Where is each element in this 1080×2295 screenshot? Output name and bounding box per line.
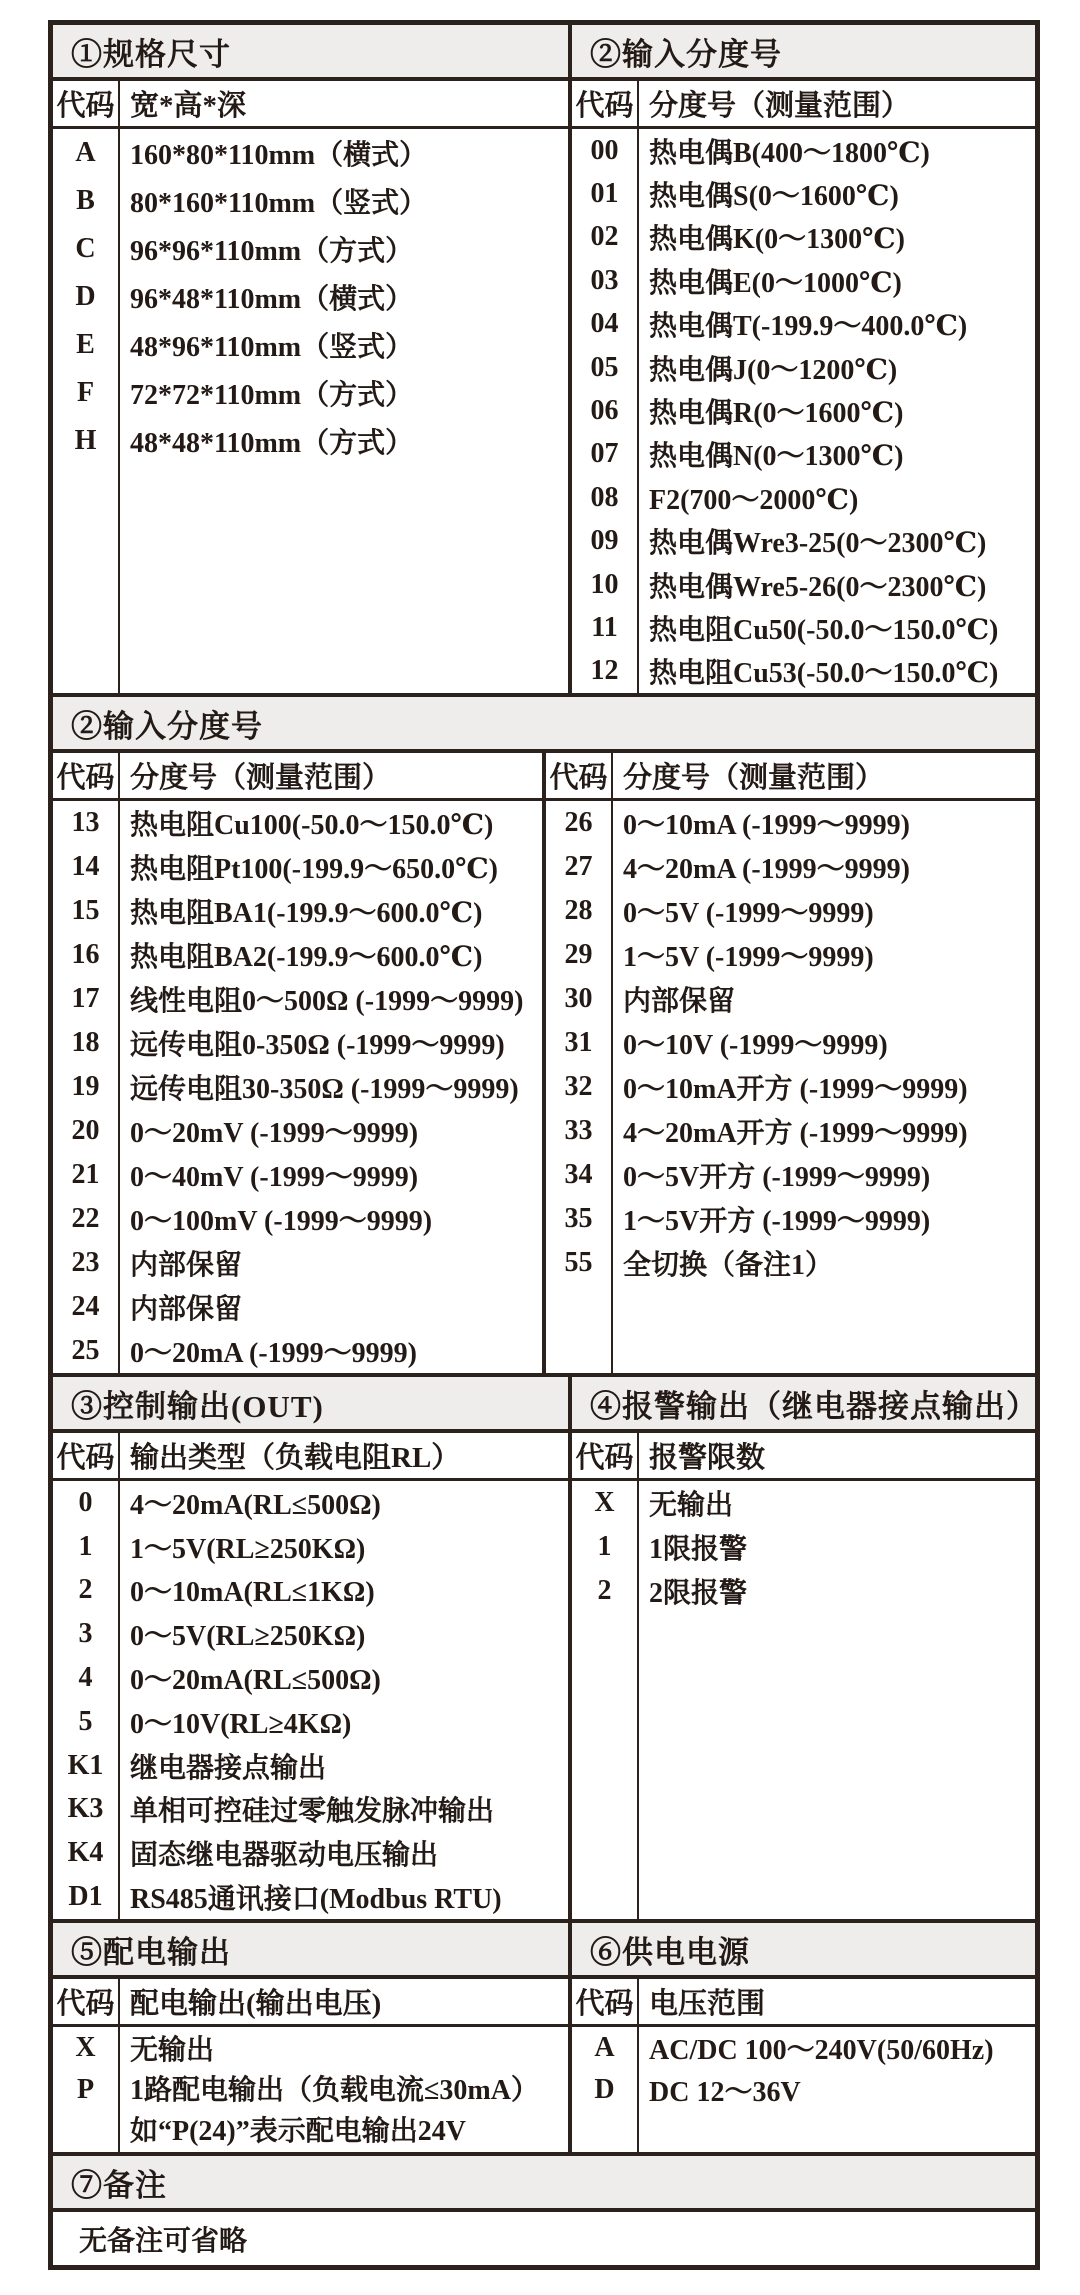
control-column-header (53, 1433, 568, 1481)
table-row (572, 2027, 1035, 2069)
table-row (53, 2069, 568, 2152)
band-spec-and-input (53, 25, 1035, 697)
row-code-cell: 1 (78, 1530, 93, 1562)
input-b-left-column-header (53, 753, 542, 801)
row-desc-cell: 热电阻Cu53(-50.0～150.0℃) (649, 658, 999, 690)
section-supply-title: ⑥供电电源 (590, 1934, 750, 1970)
table-row (53, 1656, 568, 1700)
table-row (53, 889, 542, 933)
table-row (572, 1569, 1035, 1613)
row-desc-cell: 内部保留 (130, 1294, 243, 1325)
row-code-cell: 03 (590, 264, 619, 296)
section-note-title: ⑦备注 (71, 2167, 167, 2203)
row-desc-cell: 热电偶T(-199.9～400.0℃) (649, 311, 968, 343)
control-rows (53, 1481, 568, 1919)
row-code-cell: 29 (564, 939, 593, 970)
section-supply-header (572, 1923, 1035, 1979)
column-divider (637, 1979, 639, 2152)
table-row (53, 1241, 542, 1285)
input-b-left (53, 753, 546, 1373)
table-row (546, 933, 1035, 977)
row-code-cell: 4 (78, 1662, 93, 1694)
row-desc-cell: 远传电阻30-350Ω (-1999～9999) (130, 1074, 519, 1105)
row-code-cell: K4 (67, 1837, 104, 1869)
spec-rows (53, 129, 568, 693)
row-desc-cell: 单相可控硅过零触发脉冲输出 (130, 1796, 495, 1828)
row-code-cell: 05 (590, 351, 619, 383)
table-row (572, 216, 1035, 259)
row-code-cell: X (75, 2032, 96, 2063)
table-row (572, 433, 1035, 476)
supply-column-header (572, 1979, 1035, 2027)
band-powerdist-and-supply (53, 1923, 1035, 2156)
table-row (53, 1700, 568, 1744)
row-code-cell: X (594, 1487, 615, 1518)
table-row (572, 1525, 1035, 1569)
table-row (546, 1065, 1035, 1109)
section-control-body (53, 1433, 568, 1919)
row-code-cell: 25 (71, 1335, 100, 1366)
row-desc-line2: 如“P(24)”表示配电输出24V (130, 2115, 466, 2147)
row-desc-cell: 0～100mV (-1999～9999) (130, 1206, 433, 1237)
input-a-rows (572, 129, 1035, 693)
row-code-cell: 17 (71, 983, 100, 1014)
table-row (53, 321, 568, 369)
row-desc-cell: 0～10V (-1999～9999) (623, 1030, 888, 1061)
table-row (572, 520, 1035, 563)
table-row (546, 1241, 1035, 1285)
row-desc-cell: 内部保留 (623, 986, 736, 1017)
table-row (572, 1481, 1035, 1525)
table-row (53, 273, 568, 321)
alarm-column-header (572, 1433, 1035, 1481)
row-code-cell: 12 (590, 655, 619, 687)
column-divider (118, 1979, 120, 2152)
row-code-cell: D (594, 2074, 615, 2105)
section-note-header (53, 2156, 1035, 2212)
table-row (53, 2027, 568, 2069)
row-desc-cell: 热电偶Wre3-25(0～2300℃) (649, 528, 987, 560)
row-desc-cell: 热电偶Wre5-26(0～2300℃) (649, 571, 987, 603)
section-input-b-title: ②输入分度号 (71, 708, 263, 744)
col-header-code: 代码 (56, 1442, 115, 1474)
table-row (546, 1153, 1035, 1197)
row-code-cell: 1 (597, 1531, 612, 1562)
section-input-b-body (53, 753, 1035, 1373)
table-row (572, 129, 1035, 172)
row-code-cell: 33 (564, 1115, 593, 1146)
row-desc-cell: 1～5V(RL≥250KΩ) (130, 1533, 366, 1565)
section-spec-body (53, 81, 568, 693)
table-row (53, 1831, 568, 1875)
table-row (53, 1153, 542, 1197)
row-desc-cell: 热电偶B(400～1800℃) (649, 137, 930, 169)
table-row (53, 129, 568, 177)
table-row (546, 889, 1035, 933)
table-row (572, 563, 1035, 606)
row-code-cell: K3 (67, 1793, 104, 1825)
row-code-cell: K1 (67, 1749, 104, 1781)
table-row (53, 225, 568, 273)
table-row (53, 977, 542, 1021)
section-input-a (572, 25, 1035, 693)
column-divider (637, 81, 639, 693)
table-row (53, 1329, 542, 1373)
row-code-cell: 11 (591, 611, 618, 643)
table-row (546, 1109, 1035, 1153)
row-code-cell: 21 (71, 1159, 100, 1190)
row-code-cell: 15 (71, 895, 100, 926)
row-code-cell: 02 (590, 221, 619, 253)
section-supply (572, 1923, 1035, 2152)
row-code-cell: 14 (71, 851, 100, 882)
band-control-and-alarm (53, 1377, 1038, 1923)
row-code-cell: 10 (590, 568, 619, 600)
section-power-dist-header (53, 1923, 568, 1979)
section-power-dist-title: ⑤配电输出 (71, 1934, 231, 1970)
row-desc-cell: 热电阻Cu50(-50.0～150.0℃) (649, 614, 999, 646)
table-row (53, 1744, 568, 1788)
row-code-cell: 22 (71, 1203, 100, 1234)
table-row (572, 2069, 1035, 2111)
section-power-dist-body (53, 1979, 568, 2152)
row-desc-cell: 线性电阻0～500Ω (-1999～9999) (130, 986, 524, 1017)
col-header-desc: 配电输出(输出电压) (130, 1988, 382, 2020)
row-desc-cell: 4～20mA开方 (-1999～9999) (623, 1118, 968, 1149)
column-divider (118, 81, 120, 693)
col-header-code: 代码 (575, 1988, 634, 2020)
band-note (53, 2156, 1035, 2265)
row-desc-cell: 内部保留 (130, 1250, 243, 1281)
table-row (53, 177, 568, 225)
row-desc-cell: 48*48*110mm（方式） (130, 428, 414, 459)
col-header-desc: 宽*高*深 (130, 90, 247, 122)
row-desc-cell: DC 12～36V (649, 2077, 801, 2108)
col-header-desc: 报警限数 (649, 1442, 766, 1474)
table-row (546, 1021, 1035, 1065)
row-code-cell: 30 (564, 983, 593, 1014)
row-desc-cell: 热电阻Pt100(-199.9～650.0℃) (130, 854, 498, 885)
column-divider (118, 753, 120, 1373)
row-code-cell: 2 (597, 1575, 612, 1606)
col-header-desc: 输出类型（负载电阻RL） (130, 1442, 461, 1474)
section-control-header (53, 1377, 568, 1433)
row-desc-cell: AC/DC 100～240V(50/60Hz) (649, 2035, 994, 2066)
table-row (572, 346, 1035, 389)
row-desc-line1: 1路配电输出（负载电流≤30mA） (130, 2074, 539, 2106)
row-code-cell: 01 (590, 178, 619, 210)
row-code-cell: 13 (71, 807, 100, 838)
row-desc-cell: 热电偶S(0～1600℃) (649, 181, 899, 213)
row-desc-cell: 48*96*110mm（竖式） (130, 332, 414, 363)
table-row (53, 1197, 542, 1241)
section-spec-title: ①规格尺寸 (71, 36, 231, 72)
row-desc-cell: 继电器接点输出 (130, 1752, 327, 1784)
table-row (572, 259, 1035, 302)
row-desc-cell: 96*48*110mm（横式） (130, 284, 414, 315)
column-divider (118, 1433, 120, 1919)
table-row (572, 476, 1035, 519)
table-row (546, 1197, 1035, 1241)
row-desc-cell: 0～20mA (-1999～9999) (130, 1338, 417, 1369)
input-b-right-column-header (546, 753, 1035, 801)
row-desc-cell: 无输出 (649, 1490, 734, 1521)
row-desc-cell: 固态继电器驱动电压输出 (130, 1840, 439, 1872)
table-row (572, 172, 1035, 215)
input-b-left-rows (53, 801, 542, 1373)
row-desc-cell: 热电阻BA2(-199.9～600.0℃) (130, 942, 483, 973)
section-input-b-header (53, 697, 1035, 753)
table-row (572, 303, 1035, 346)
row-desc-cell: 无输出 (130, 2035, 215, 2066)
table-row (53, 369, 568, 417)
power-dist-column-header (53, 1979, 568, 2027)
column-divider (637, 1433, 639, 1919)
row-desc-cell: 0～40mV (-1999～9999) (130, 1162, 419, 1193)
table-row (546, 801, 1035, 845)
row-code-cell: C (75, 233, 96, 264)
table-row (53, 1612, 568, 1656)
row-code-cell: 5 (78, 1705, 93, 1737)
row-desc-cell: 0～5V(RL≥250KΩ) (130, 1621, 366, 1653)
row-desc-cell: 热电偶E(0～1000℃) (649, 267, 902, 299)
row-code-cell: 3 (78, 1618, 93, 1650)
row-desc-cell: 热电偶N(0～1300℃) (649, 441, 904, 473)
row-desc-cell: 0～20mA(RL≤500Ω) (130, 1665, 381, 1697)
table-row (546, 845, 1035, 889)
row-desc-cell: 0～5V开方 (-1999～9999) (623, 1162, 931, 1193)
section-input-a-body (572, 81, 1035, 693)
row-code-cell: H (74, 425, 97, 456)
supply-rows (572, 2027, 1035, 2152)
row-desc-cell: 全切换（备注1） (623, 1250, 834, 1281)
col-header-desc: 分度号（测量范围） (623, 762, 885, 794)
alarm-rows (572, 1481, 1035, 1919)
col-header-code: 代码 (56, 1988, 115, 2020)
table-row (53, 1109, 542, 1153)
row-desc-cell: 1～5V开方 (-1999～9999) (623, 1206, 931, 1237)
row-desc-cell: 4～20mA (-1999～9999) (623, 854, 910, 885)
col-header-desc: 分度号（测量范围） (130, 762, 392, 794)
row-desc-cell: 0～10mA(RL≤1KΩ) (130, 1577, 375, 1609)
table-row (53, 1875, 568, 1919)
row-code-cell: 04 (590, 308, 619, 340)
table-row (53, 1065, 542, 1109)
column-divider (611, 753, 613, 1373)
row-desc-cell: RS485通讯接口(Modbus RTU) (130, 1884, 502, 1916)
row-code-cell: E (76, 329, 95, 360)
note-text: 无备注可省略 (79, 2225, 248, 2257)
row-desc-cell: 1限报警 (649, 1534, 748, 1565)
row-desc-cell: 0～10V(RL≥4KΩ) (130, 1708, 352, 1740)
col-header-code: 代码 (549, 762, 608, 794)
row-code-cell: 23 (71, 1247, 100, 1278)
band-input-b (53, 697, 1035, 1377)
row-code-cell: 08 (590, 481, 619, 513)
row-desc-cell: 4～20mA(RL≤500Ω) (130, 1489, 381, 1521)
row-code-cell: D1 (68, 1881, 103, 1913)
section-spec (53, 25, 572, 693)
row-desc-cell: 0～20mV (-1999～9999) (130, 1118, 419, 1149)
row-desc-cell: 热电偶K(0～1300℃) (649, 224, 905, 256)
row-code-cell: 32 (564, 1071, 593, 1102)
row-desc-cell: 热电偶R(0～1600℃) (649, 398, 904, 430)
section-alarm-title: ④报警输出（继电器接点输出） (590, 1388, 1038, 1424)
row-code-cell: A (75, 137, 96, 168)
row-code-cell: 0 (78, 1486, 93, 1518)
row-code-cell: P (76, 2074, 95, 2105)
table-row (53, 845, 542, 889)
row-desc-cell: 80*160*110mm（竖式） (130, 188, 428, 219)
row-code-cell: 28 (564, 895, 593, 926)
row-desc-cell: 远传电阻0-350Ω (-1999～9999) (130, 1030, 505, 1061)
row-code-cell: 31 (564, 1027, 593, 1058)
spec-column-header (53, 81, 568, 129)
row-desc-cell: 96*96*110mm（方式） (130, 236, 414, 267)
row-code-cell: 35 (564, 1203, 593, 1234)
table-row (546, 977, 1035, 1021)
table-row (572, 650, 1035, 693)
table-row (572, 389, 1035, 432)
section-input-a-header (572, 25, 1035, 81)
row-desc-cell (118, 2069, 568, 2152)
row-code-cell: 07 (590, 438, 619, 470)
row-code-cell: 2 (78, 1574, 93, 1606)
row-desc-cell: 热电阻Cu100(-50.0～150.0℃) (130, 810, 494, 841)
ordering-code-table (48, 20, 1040, 2270)
row-code-cell: 16 (71, 939, 100, 970)
col-header-code: 代码 (575, 1442, 634, 1474)
row-code-cell: 20 (71, 1115, 100, 1146)
row-code-cell: 55 (564, 1247, 593, 1278)
section-supply-body (572, 1979, 1035, 2152)
row-code-cell: F (76, 377, 95, 408)
col-header-desc: 电压范围 (649, 1988, 766, 2020)
row-desc-cell: 热电阻BA1(-199.9～600.0℃) (130, 898, 483, 929)
col-header-code: 代码 (56, 90, 115, 122)
table-row (53, 1788, 568, 1832)
col-header-code: 代码 (56, 762, 115, 794)
input-a-column-header (572, 81, 1035, 129)
table-row (53, 1285, 542, 1329)
row-desc-cell: F2(700～2000℃) (649, 484, 859, 516)
table-row (53, 1525, 568, 1569)
row-code-cell: 34 (564, 1159, 593, 1190)
section-alarm (572, 1377, 1038, 1919)
row-code-cell: 18 (71, 1027, 100, 1058)
section-alarm-body (572, 1433, 1035, 1919)
table-row (53, 417, 568, 465)
row-code-cell: 24 (71, 1291, 100, 1322)
section-control-title: ③控制输出(OUT) (71, 1388, 324, 1424)
row-code-cell: 06 (590, 395, 619, 427)
section-alarm-header (572, 1377, 1038, 1433)
row-code-cell: D (75, 281, 96, 312)
power-dist-rows (53, 2027, 568, 2152)
section-control (53, 1377, 572, 1919)
section-input-a-title: ②输入分度号 (590, 36, 782, 72)
row-code-cell: 27 (564, 851, 593, 882)
row-desc-cell: 0～10mA (-1999～9999) (623, 810, 910, 841)
table-row (53, 1569, 568, 1613)
row-desc-cell: 1～5V (-1999～9999) (623, 942, 874, 973)
row-desc-cell: 热电偶J(0～1200℃) (649, 354, 898, 386)
row-code-cell: 26 (564, 807, 593, 838)
table-row (572, 606, 1035, 649)
row-code-cell: A (594, 2032, 615, 2063)
input-b-right (546, 753, 1035, 1373)
row-code-cell: 19 (71, 1071, 100, 1102)
col-header-code: 代码 (575, 90, 634, 122)
table-row (53, 801, 542, 845)
row-desc-cell: 72*72*110mm（方式） (130, 380, 414, 411)
table-row (53, 1021, 542, 1065)
row-desc-cell: 2限报警 (649, 1578, 748, 1609)
col-header-desc: 分度号（测量范围） (649, 90, 911, 122)
section-power-dist (53, 1923, 572, 2152)
row-desc-cell: 0～5V (-1999～9999) (623, 898, 874, 929)
row-desc-cell: 0～10mA开方 (-1999～9999) (623, 1074, 968, 1105)
table-row (53, 933, 542, 977)
row-code-cell: B (76, 185, 95, 216)
table-row (53, 1481, 568, 1525)
row-code-cell: 00 (590, 134, 619, 166)
input-b-right-rows (546, 801, 1035, 1373)
row-code-cell: 09 (590, 525, 619, 557)
section-spec-header (53, 25, 568, 81)
row-desc-cell: 160*80*110mm（横式） (130, 140, 428, 171)
